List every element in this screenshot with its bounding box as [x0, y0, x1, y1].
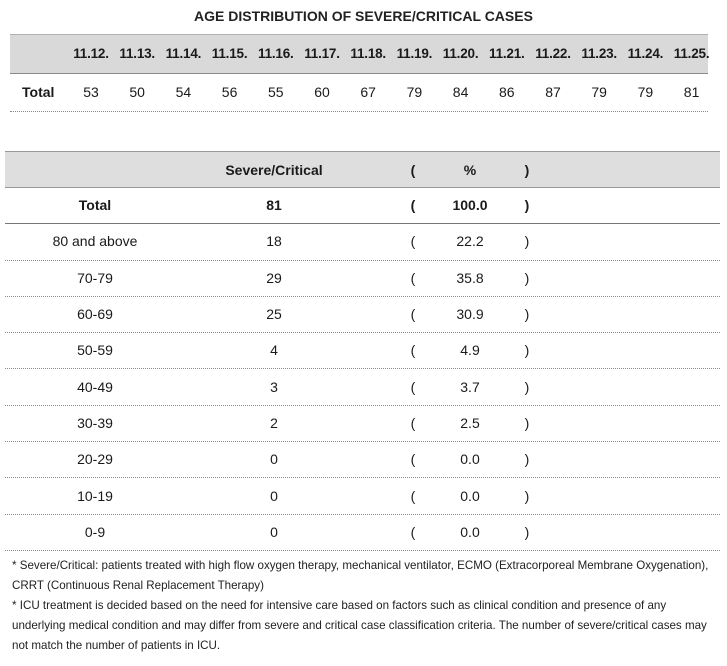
age-row [5, 514, 720, 551]
date-header: 11.16. [258, 46, 294, 61]
daily-value: 55 [268, 84, 284, 100]
age-group-label: 20-29 [77, 451, 113, 468]
open-paren: ( [410, 378, 416, 395]
case-count: 0 [270, 487, 278, 504]
daily-value: 79 [637, 84, 654, 100]
age-group-label: 50-59 [77, 342, 113, 359]
open-paren: ( [410, 523, 416, 540]
case-count: 0 [270, 523, 278, 540]
close-paren: ) [524, 233, 530, 250]
date-header: 11.19. [396, 46, 433, 61]
daily-value: 79 [591, 84, 607, 100]
case-count: 2 [270, 414, 278, 431]
case-percent: 100.0 [452, 197, 488, 214]
header-percent: % [463, 161, 477, 178]
open-paren: ( [410, 233, 416, 250]
age-group-label: 10-19 [77, 487, 113, 504]
footnote-severe-definition: * Severe/Critical: patients treated with high flow oxygen therapy, mechanical ventilator, ECMO (Extracorporeal Membrane Oxygenation), CRRT (Continuous Renal Replacement Therapy) [12, 559, 709, 592]
date-header: 11.18. [350, 46, 386, 61]
open-paren: ( [410, 269, 416, 286]
case-count: 18 [266, 233, 282, 250]
case-percent: 3.7 [460, 378, 480, 395]
age-row [5, 260, 720, 297]
age-row [5, 477, 720, 514]
age-row-total [5, 187, 720, 224]
daily-value: 53 [83, 84, 99, 100]
daily-value: 87 [545, 84, 561, 100]
footnote-icu-note: * ICU treatment is decided based on the need for intensive care based on factors such as clinical condition and presence of any underlying medical condition and may differ from severe and critical case classification criteria. The number of severe/critical cases may not match the number of patients in ICU. [12, 599, 707, 652]
daily-value: 84 [452, 84, 469, 100]
date-header: 11.21. [489, 46, 525, 61]
date-header: 11.20. [442, 46, 479, 61]
case-count: 0 [270, 451, 278, 468]
open-paren: ( [410, 487, 416, 504]
open-paren: ( [410, 306, 416, 323]
age-row [5, 332, 720, 369]
age-group-label: 70-79 [77, 269, 113, 286]
date-header: 11.23. [581, 46, 617, 61]
case-count: 3 [270, 378, 278, 395]
age-group-label: 0-9 [84, 523, 106, 540]
date-header: 11.13. [119, 46, 155, 61]
case-count: 25 [266, 306, 282, 323]
close-paren: ) [524, 378, 530, 395]
close-paren: ) [524, 451, 530, 468]
age-group-label: 30-39 [77, 414, 113, 431]
age-row [5, 405, 720, 442]
case-percent: 2.5 [460, 414, 480, 431]
case-count: 81 [266, 197, 282, 214]
age-group-label: Total [78, 197, 112, 214]
page-title: AGE DISTRIBUTION OF SEVERE/CRITICAL CASES [194, 8, 533, 24]
close-paren: ) [524, 269, 530, 286]
close-paren: ) [524, 487, 530, 504]
date-header: 11.14. [165, 46, 202, 61]
daily-row-label: Total [22, 84, 55, 100]
daily-value: 81 [683, 84, 700, 100]
age-row [5, 223, 720, 260]
age-row [5, 369, 720, 406]
daily-value: 67 [360, 84, 376, 100]
case-count: 29 [266, 269, 282, 286]
header-severe-critical: Severe/Critical [225, 161, 323, 178]
date-header: 11.15. [211, 46, 248, 61]
case-percent: 4.9 [460, 342, 480, 359]
age-group-label: 60-69 [77, 306, 113, 323]
date-header: 11.17. [304, 46, 340, 61]
date-header: 11.12. [73, 46, 109, 61]
case-percent: 0.0 [460, 523, 480, 540]
date-header: 11.24. [627, 46, 664, 61]
open-paren: ( [410, 197, 416, 214]
header-open-paren: ( [410, 161, 416, 178]
age-table-header [5, 151, 720, 188]
daily-value: 56 [221, 84, 238, 100]
footnotes [12, 556, 722, 656]
daily-value: 50 [129, 84, 145, 100]
daily-value: 54 [175, 84, 192, 100]
daily-value: 79 [406, 84, 423, 100]
case-percent: 0.0 [460, 487, 480, 504]
close-paren: ) [524, 342, 530, 359]
age-row [5, 296, 720, 333]
case-percent: 30.9 [456, 306, 484, 323]
age-group-label: 80 and above [52, 233, 138, 250]
open-paren: ( [410, 342, 416, 359]
daily-table-header [10, 34, 708, 74]
case-percent: 0.0 [460, 451, 480, 468]
age-group-label: 40-49 [77, 378, 113, 395]
case-percent: 22.2 [456, 233, 484, 250]
age-row [5, 441, 720, 478]
date-header: 11.22. [535, 46, 571, 61]
date-header: 11.25. [673, 46, 710, 61]
close-paren: ) [524, 523, 530, 540]
open-paren: ( [410, 414, 416, 431]
daily-value: 86 [499, 84, 515, 100]
daily-value: 60 [314, 84, 330, 100]
case-count: 4 [270, 342, 278, 359]
case-percent: 35.8 [456, 269, 484, 286]
header-close-paren: ) [524, 161, 530, 178]
open-paren: ( [410, 451, 416, 468]
close-paren: ) [524, 306, 530, 323]
daily-table-row [10, 73, 708, 112]
close-paren: ) [524, 197, 530, 214]
close-paren: ) [524, 414, 530, 431]
